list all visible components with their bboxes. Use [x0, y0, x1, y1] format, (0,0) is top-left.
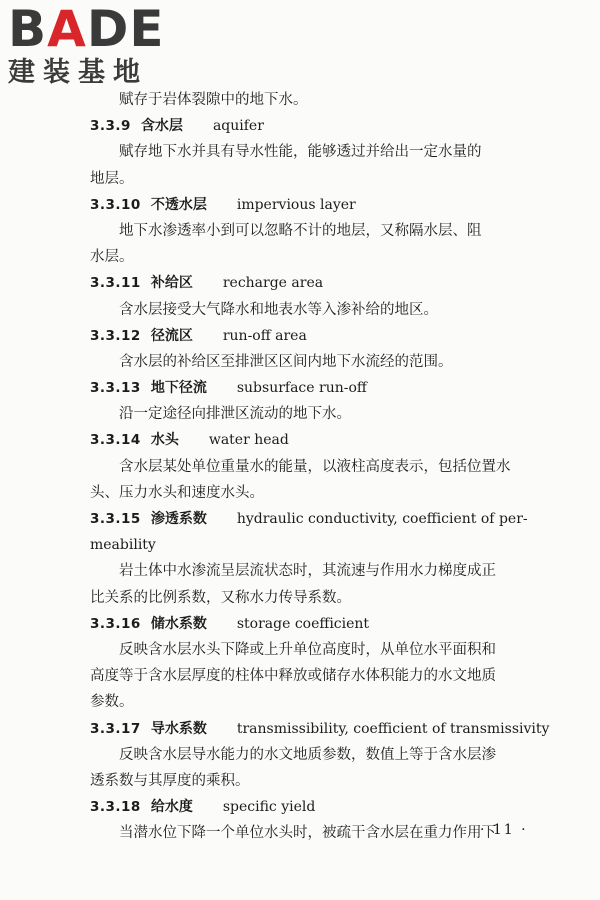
logo-letter-d: D [86, 0, 130, 58]
term-english: aquifer [212, 118, 264, 135]
definition-line: 透系数与其厚度的乘积。 [90, 772, 250, 789]
term-heading [90, 270, 550, 296]
definition-line: 沿一定途径向排泄区流动的地下水。 [119, 406, 351, 423]
term-chinese: 补给区 [150, 275, 193, 292]
term-chinese: 渗透系数 [150, 511, 207, 527]
term-number: 3.3.12 [90, 327, 141, 344]
term-number: 3.3.14 [90, 432, 141, 449]
term-english: hydraulic conductivity, coefficient of per- [236, 511, 528, 527]
term-number: 3.3.16 [90, 615, 141, 632]
logo-wordmark [8, 0, 165, 58]
term-english: impervious layer [236, 196, 356, 213]
term-chinese: 径流区 [150, 327, 193, 344]
term-number: 3.3.9 [90, 118, 131, 135]
term-english: water head [208, 432, 289, 449]
term-heading [90, 323, 550, 349]
term-number: 3.3.17 [90, 720, 141, 737]
term-chinese: 不透水层 [150, 196, 207, 213]
term-chinese: 给水度 [150, 799, 193, 816]
definition-line: 含水层的补给区至排泄区区间内地下水流经的范围。 [119, 353, 453, 370]
term-chinese: 储水系数 [150, 615, 207, 632]
term-english: transmissibility, coefficient of transmissivity [236, 720, 550, 737]
term-heading [90, 794, 550, 820]
definition-line: 赋存于岩体裂隙中的地下水。 [119, 92, 308, 108]
term-number: 3.3.15 [90, 511, 141, 527]
definition-line: 含水层接受大气降水和地表水等入渗补给的地区。 [119, 301, 438, 318]
term-number: 3.3.11 [90, 275, 141, 292]
definition-line: 高度等于含水层厚度的柱体中释放或储存水体积能力的水文地质 [90, 668, 496, 685]
term-english: recharge area [222, 275, 324, 292]
term-english: subsurface run-off [236, 380, 367, 397]
term-chinese: 导水系数 [150, 720, 207, 737]
term-number: 3.3.10 [90, 196, 141, 213]
term-english: storage coefficient [236, 615, 370, 632]
logo-letter-b: B [8, 0, 48, 58]
term-heading [90, 506, 550, 532]
definition-line: 反映含水层水头下降或上升单位高度时，从单位水平面积和 [119, 641, 496, 658]
definition-line: 地层。 [90, 170, 134, 187]
definition-line: 参数。 [90, 694, 134, 711]
definition-line: 比关系的比例系数，又称水力传导系数。 [90, 589, 351, 606]
term-english-continuation: meability [90, 537, 156, 554]
definition-line: 地下水渗透率小到可以忽略不计的地层，又称隔水层、阻 [119, 222, 482, 239]
term-heading [90, 113, 550, 139]
definition-line: 头、压力水头和速度水头。 [90, 484, 264, 501]
term-chinese: 含水层 [140, 118, 183, 135]
document-body [90, 87, 550, 846]
page-number: · 11 · [480, 822, 528, 838]
definition-line: 反映含水层导水能力的水文地质参数，数值上等于含水层渗 [119, 746, 496, 763]
definition-line: 赋存地下水并具有导水性能，能够透过并给出一定水量的 [119, 144, 482, 161]
term-heading [90, 427, 550, 453]
term-chinese: 水头 [150, 432, 179, 449]
definition-line: 当潜水位下降一个单位水头时，被疏干含水层在重力作用下 [119, 825, 496, 842]
term-number: 3.3.18 [90, 799, 141, 816]
definition-line: 水层。 [90, 249, 134, 266]
term-number: 3.3.13 [90, 380, 141, 397]
logo-letter-e: E [129, 0, 165, 58]
term-heading [90, 375, 550, 401]
logo-subtitle: 建装基地 [8, 57, 148, 88]
definition-line: 含水层某处单位重量水的能量，以液柱高度表示，包括位置水 [119, 458, 511, 475]
term-english: specific yield [222, 799, 316, 816]
term-heading [90, 611, 550, 637]
term-heading [90, 716, 550, 742]
definition-line: 岩土体中水渗流呈层流状态时，其流速与作用水力梯度成正 [119, 563, 496, 580]
logo-letter-a: A [47, 0, 87, 58]
term-chinese: 地下径流 [150, 380, 207, 397]
term-english: run-off area [222, 327, 307, 344]
bade-logo [6, 0, 176, 88]
term-heading [90, 192, 550, 218]
